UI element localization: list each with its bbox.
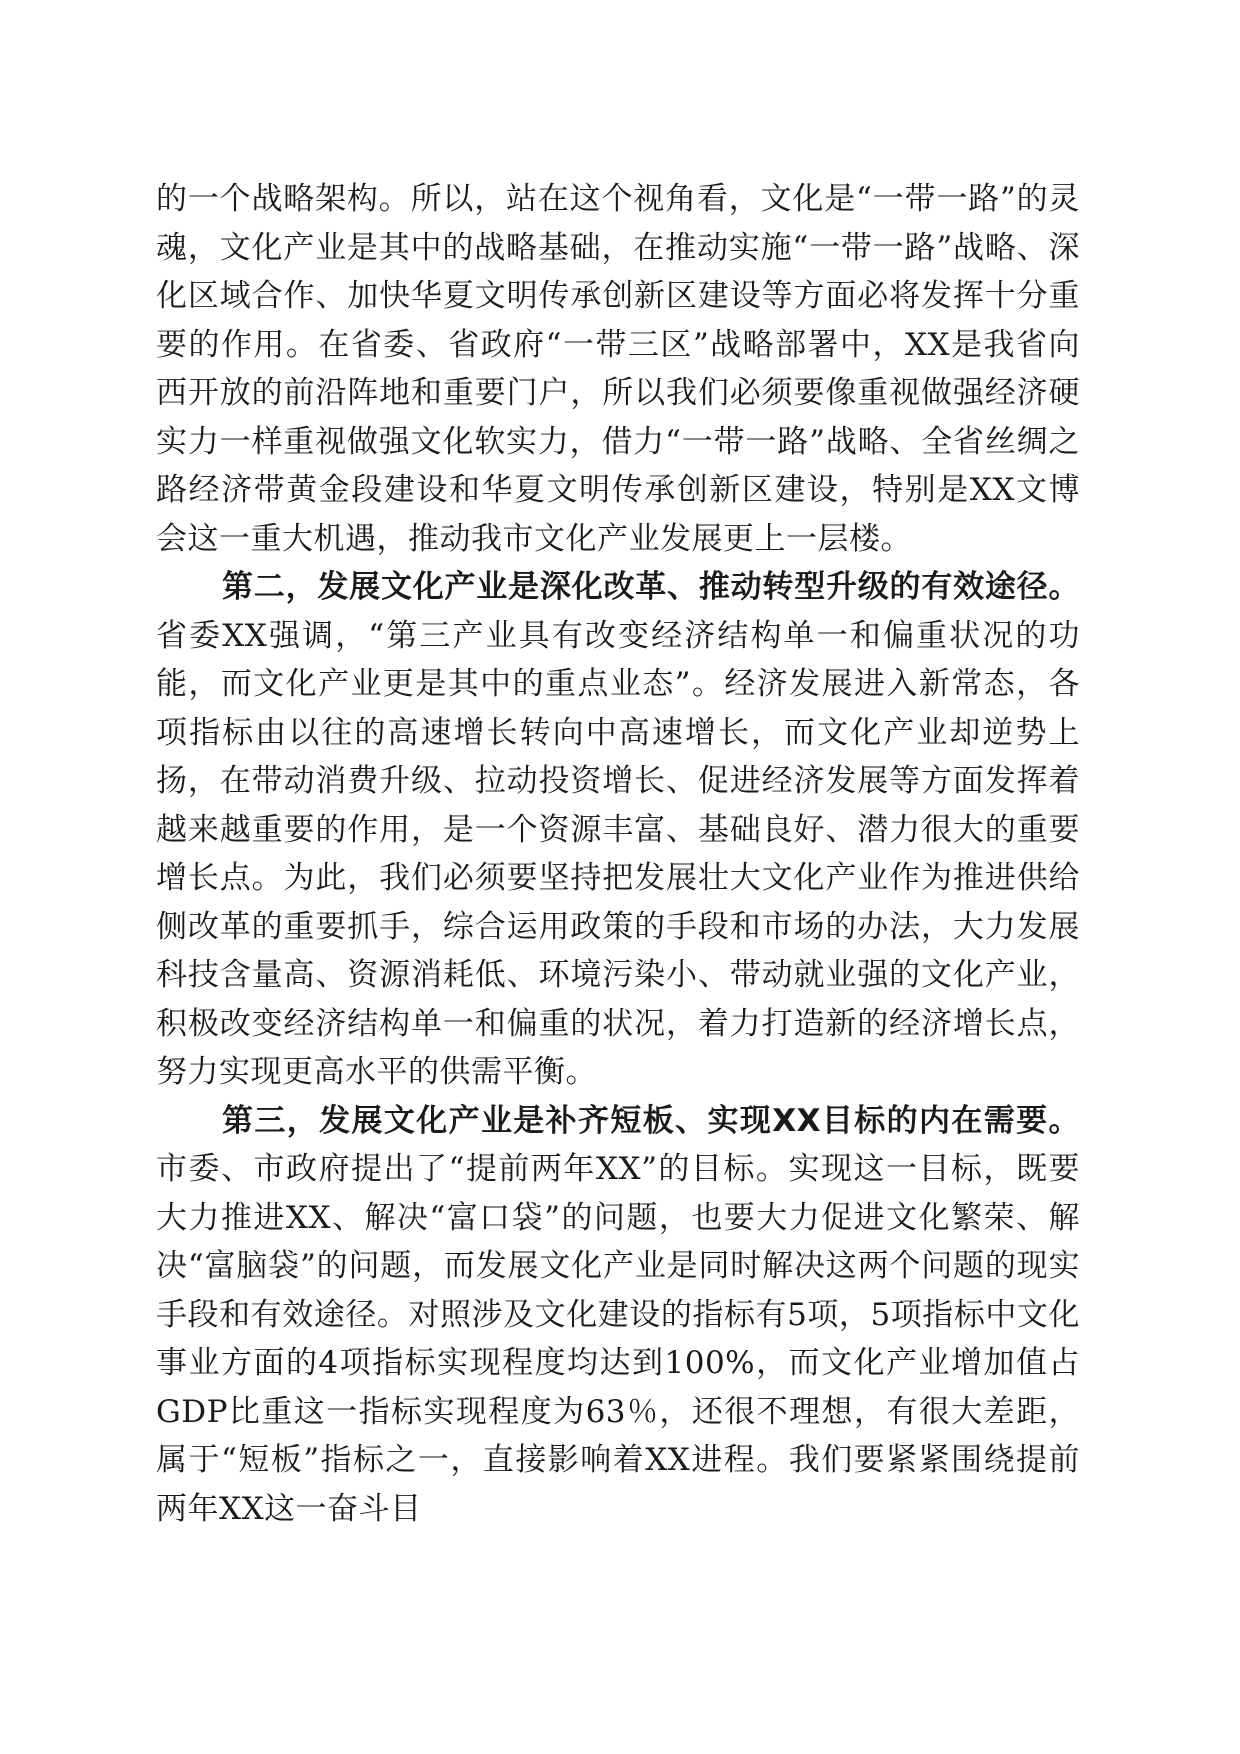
paragraph-1-body: 的一个战略架构。所以，站在这个视角看，文化是“一带一路”的灵魂，文化产业是其中的战略基础，在推动实施“一带一路”战略、深化区域合作、加快华夏文明传承创新区建设等方面必将发挥十分重要的作用。在省委、省政府“一带三区”战略部署中，XX是我省向西开放的前沿阵地和重要门户，所以我们必须要像重视做强经济硬实力一样重视做强文化软实力，借力“一带一路”战略、全省丝绸之路经济带黄金段建设和华夏文明传承创新区建设，特别是XX文博会这一重大机遇，推动我市文化产业发展更上一层楼。 — [156, 181, 1080, 557]
paragraph-2-heading: 第二，发展文化产业是深化改革、推动转型升级的有效途径。 — [222, 569, 1080, 605]
paragraph-2-body: 省委XX强调，“第三产业具有改变经济结构单一和偏重状况的功能，而文化产业更是其中的重点业态”。经济发展进入新常态，各项指标由以往的高速增长转向中高速增长，而文化产业却逆势上扬，在带动消费升级、拉动投资增长、促进经济发展等方面发挥着越来越重要的作用，是一个资源丰富、基础良好、潜力很大的重要增长点。为此，我们必须要坚持把发展壮大文化产业作为推进供给侧改革的重要抓手，综合运用政策的手段和市场的办法，大力发展科技含量高、资源消耗低、环境污染小、带动就业强的文化产业，积极改变经济结构单一和偏重的状况，着力打造新的经济增长点，努力实现更高水平的供需平衡。 — [156, 617, 1080, 1090]
paragraph-3-body: 市委、市政府提出了“提前两年XX”的目标。实现这一目标，既要大力推进XX、解决“富口袋”的问题，也要大力促进文化繁荣、解决“富脑袋”的问题，而发展文化产业是同时解决这两个问题的现实手段和有效途径。对照涉及文化建设的指标有5项，5项指标中文化事业方面的4项指标实现程度均达到100%，而文化产业增加值占GDP比重这一指标实现程度为63％，还很不理想，有很大差距，属于“短板”指标之一，直接影响着XX进程。我们要紧紧围绕提前两年XX这一奋斗目 — [156, 1151, 1080, 1527]
document-page — [156, 175, 1080, 1533]
paragraph-3-heading: 第三，发展文化产业是补齐短板、实现XX目标的内在需要。 — [222, 1102, 1080, 1139]
paragraph-2 — [156, 563, 1080, 1097]
paragraph-1 — [156, 175, 1080, 563]
paragraph-3 — [156, 1097, 1080, 1534]
